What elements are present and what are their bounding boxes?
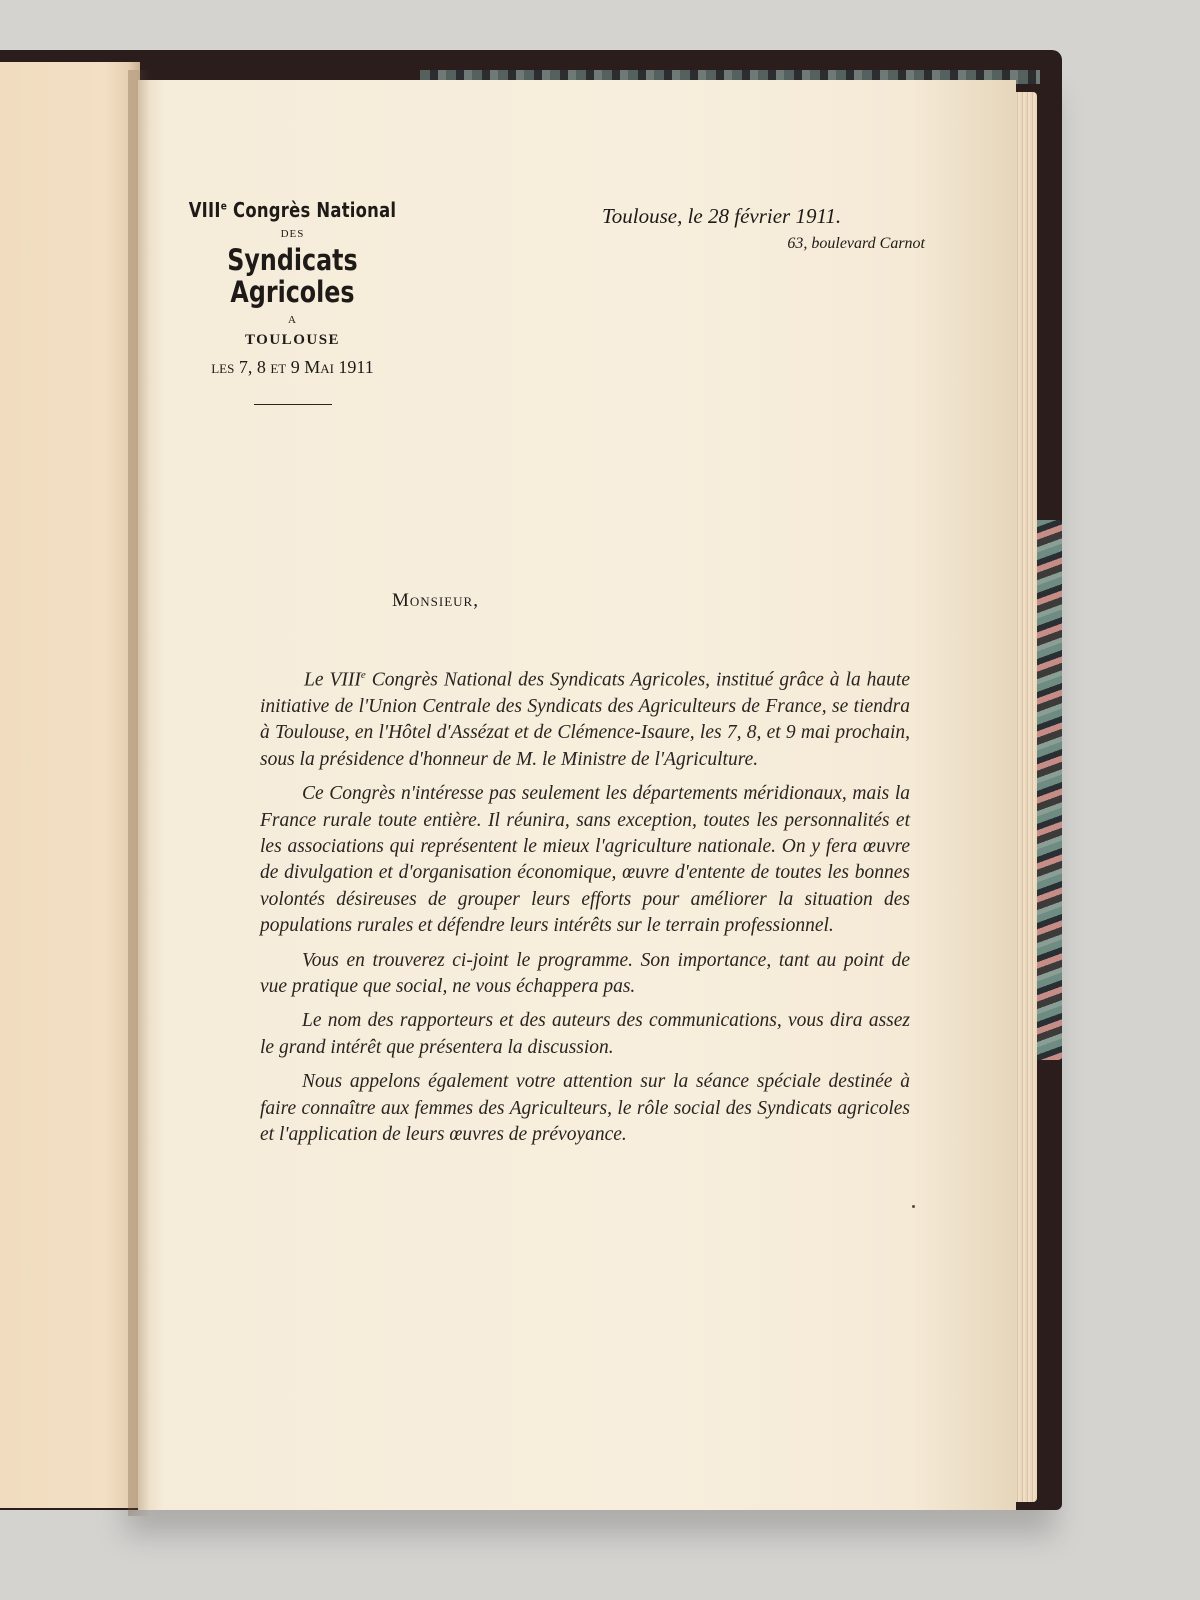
congress-number: VIII (188, 198, 221, 222)
letterhead (150, 198, 435, 405)
paragraph-1-sup: e (360, 669, 366, 681)
paragraph-1 (260, 662, 910, 773)
paragraph-5: Nous appelons également votre attention sur la séance spéciale destinée à faire connaître aux femmes des Agriculteurs, le rôle social des Syndicats agricoles et l'application de leurs œuvres de prévoyance. (260, 1071, 910, 1145)
congress-title-rest: Congrès National (227, 198, 397, 222)
letterhead-dates: les 7, 8 et 9 Mai 1911 (211, 357, 374, 377)
pencil-mark (912, 1205, 915, 1208)
letterhead-a: A (288, 314, 297, 326)
book-gutter (128, 70, 150, 1516)
marbled-side-edge (1036, 520, 1062, 1060)
letter-date: Toulouse, le 28 février 1911. (602, 204, 842, 228)
letterhead-rule (254, 404, 332, 405)
paragraph-3: Vous en trouverez ci-joint le programme. Son importance, tant au point de vue pratique que social, ne vous échappera pas. (260, 949, 910, 997)
letter-address: 63, boulevard Carnot (787, 235, 925, 252)
letterhead-city: TOULOUSE (244, 332, 341, 348)
paragraph-2: Ce Congrès n'intéresse pas seulement les départements méridionaux, mais la France rurale toute entière. Il réunira, sans exception, toutes les personnalités et les associations qui représentent le mieux l'agriculture nationale. On y fera œuvre de divulgation et d'organisation économique, œuvre d'entente de toutes les bonnes volontés désireuses de grouper leurs efforts pour améliorer la situation des populations rurales et défendre leurs intérêts sur le terrain professionnel. (260, 783, 910, 937)
letterhead-syndicats: Syndicats Agricoles (227, 243, 358, 309)
congress-number-sup: e (220, 199, 228, 213)
dateline (560, 204, 925, 253)
paragraph-1-rest: Congrès National des Syndicats Agricoles, institué grâce à la haute initiative de l'Union Centrale des Syndicats des Agriculteurs de France, se tiendra à Toulouse, en l'Hôtel d'Assézat et de Clémence-Isaure, les 7, 8, et 9 mai prochain, sous la présidence d'honneur de M. le Ministre de l'Agriculture. (260, 669, 910, 770)
left-page (0, 62, 140, 1508)
letterhead-des: DES (280, 228, 305, 240)
paragraph-1-start: Le VIII (304, 669, 361, 691)
paragraph-4: Le nom des rapporteurs et des auteurs des communications, vous dira assez le grand intérêt que présentera la discussion. (260, 1010, 910, 1058)
congress-title (176, 198, 410, 222)
letter-body (260, 662, 910, 1156)
salutation: Monsieur, (392, 590, 479, 611)
